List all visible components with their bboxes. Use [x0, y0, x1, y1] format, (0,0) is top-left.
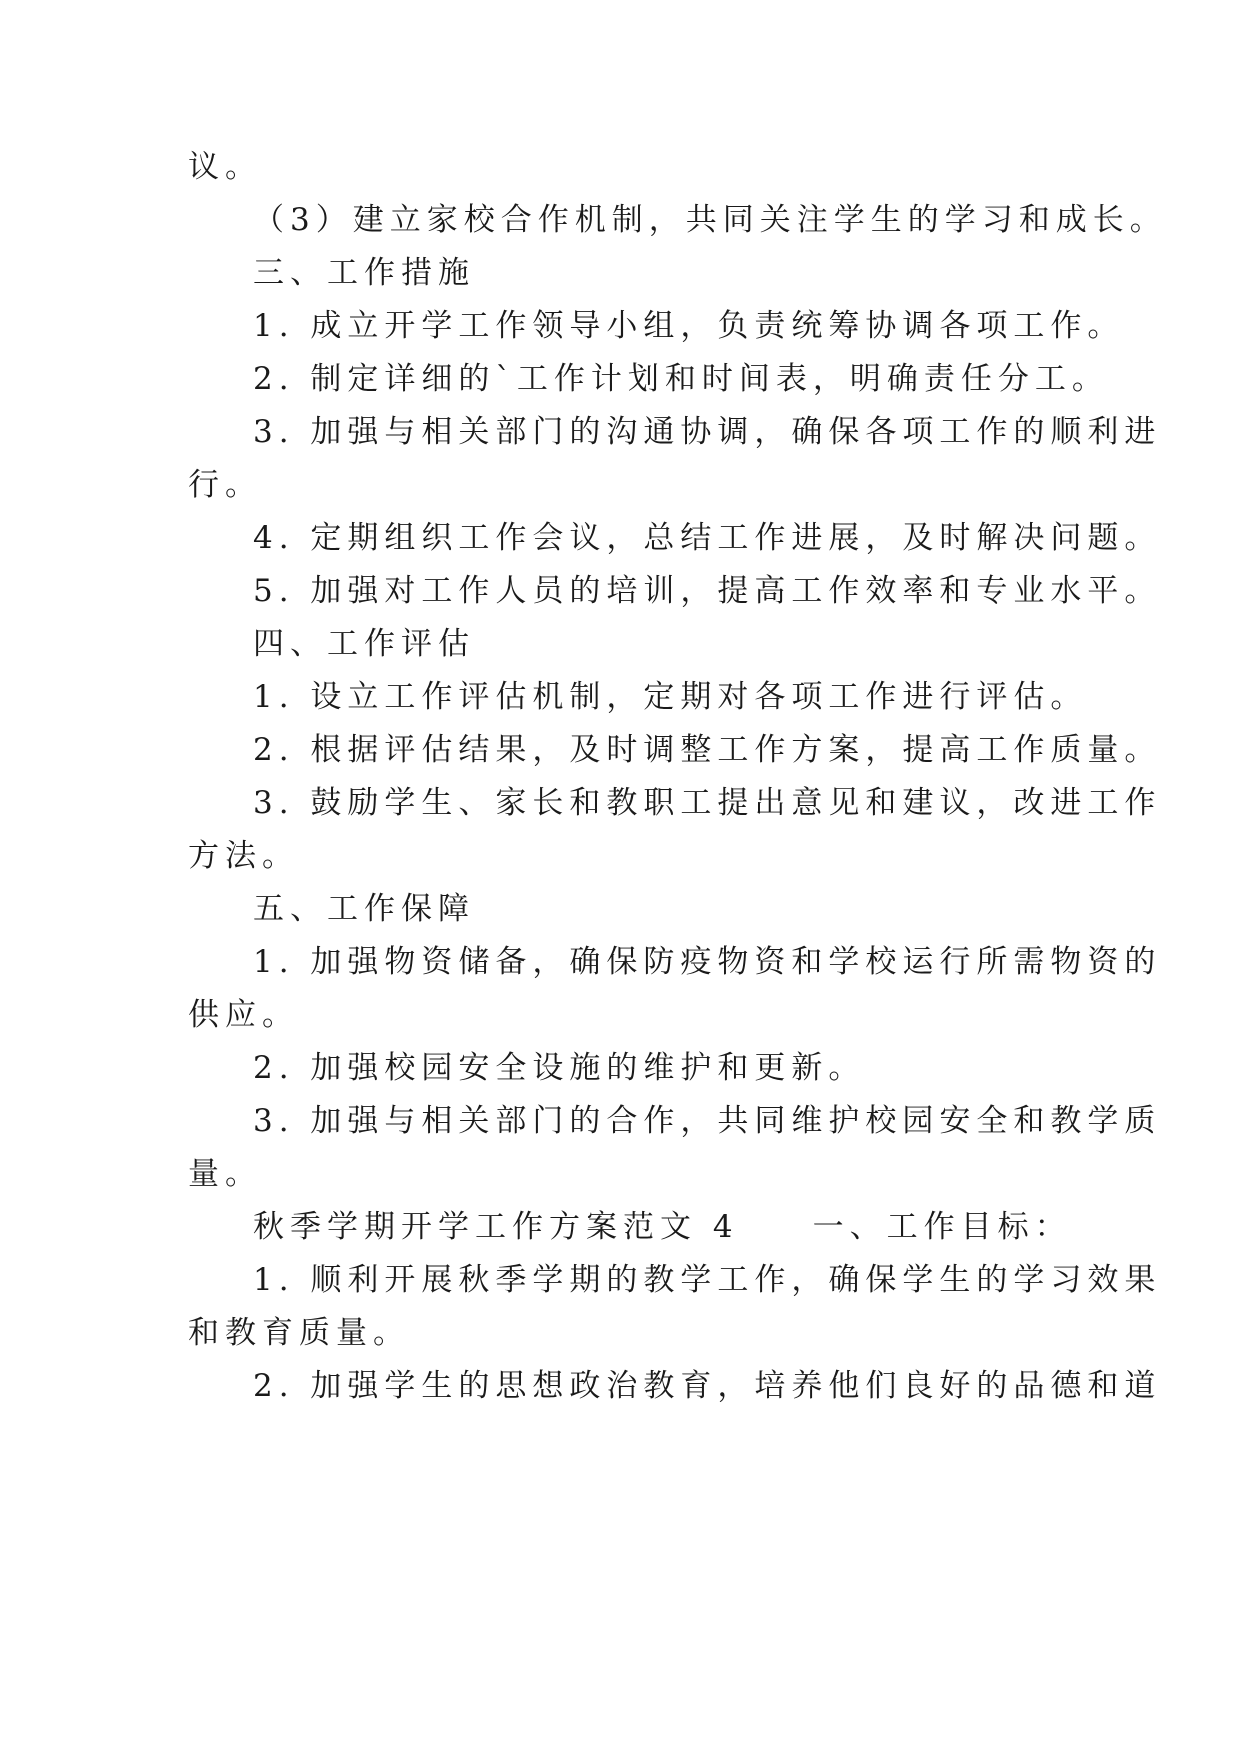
paragraph-line: 2. 加强学生的思想政治教育，培养他们良好的品德和道: [253, 1368, 1162, 1404]
paragraph-line: 5. 加强对工作人员的培训，提高工作效率和专业水平。: [253, 573, 1162, 609]
paragraph-line: 方法。: [188, 838, 299, 874]
section-heading: 四、工作评估: [253, 626, 475, 662]
paragraph-line: 2. 根据评估结果，及时调整工作方案，提高工作质量。: [253, 732, 1162, 768]
paragraph-line: 4. 定期组织工作会议，总结工作进展，及时解决问题。: [253, 520, 1162, 556]
section-heading: 五、工作保障: [253, 891, 475, 927]
paragraph-line: （3）建立家校合作机制，共同关注学生的学习和成长。: [253, 202, 1167, 238]
paragraph-line: 3. 加强与相关部门的沟通协调，确保各项工作的顺利进: [253, 414, 1162, 450]
paragraph-line: 议。: [188, 149, 262, 185]
paragraph-line: 和教育质量。: [188, 1315, 410, 1351]
paragraph-line: 3. 加强与相关部门的合作，共同维护校园安全和教学质: [253, 1103, 1162, 1139]
paragraph-line: 量。: [188, 1156, 262, 1192]
paragraph-line: 1. 成立开学工作领导小组，负责统筹协调各项工作。: [253, 308, 1125, 344]
paragraph-line: 行。: [188, 467, 262, 503]
paragraph-line: 1. 加强物资储备，确保防疫物资和学校运行所需物资的: [253, 944, 1162, 980]
paragraph-line: 1. 设立工作评估机制，定期对各项工作进行评估。: [253, 679, 1088, 715]
paragraph-line: 2. 加强校园安全设施的维护和更新。: [253, 1050, 866, 1086]
paragraph-line: 供应。: [188, 997, 299, 1033]
paragraph-line: 3. 鼓励学生、家长和教职工提出意见和建议，改进工作: [253, 785, 1162, 821]
paragraph-line: 1. 顺利开展秋季学期的教学工作，确保学生的学习效果: [253, 1262, 1162, 1298]
paragraph-line: 秋季学期开学工作方案范文 4 一、工作目标：: [253, 1209, 1072, 1245]
section-heading: 三、工作措施: [253, 255, 475, 291]
paragraph-line: 2. 制定详细的`工作计划和时间表，明确责任分工。: [253, 361, 1109, 397]
